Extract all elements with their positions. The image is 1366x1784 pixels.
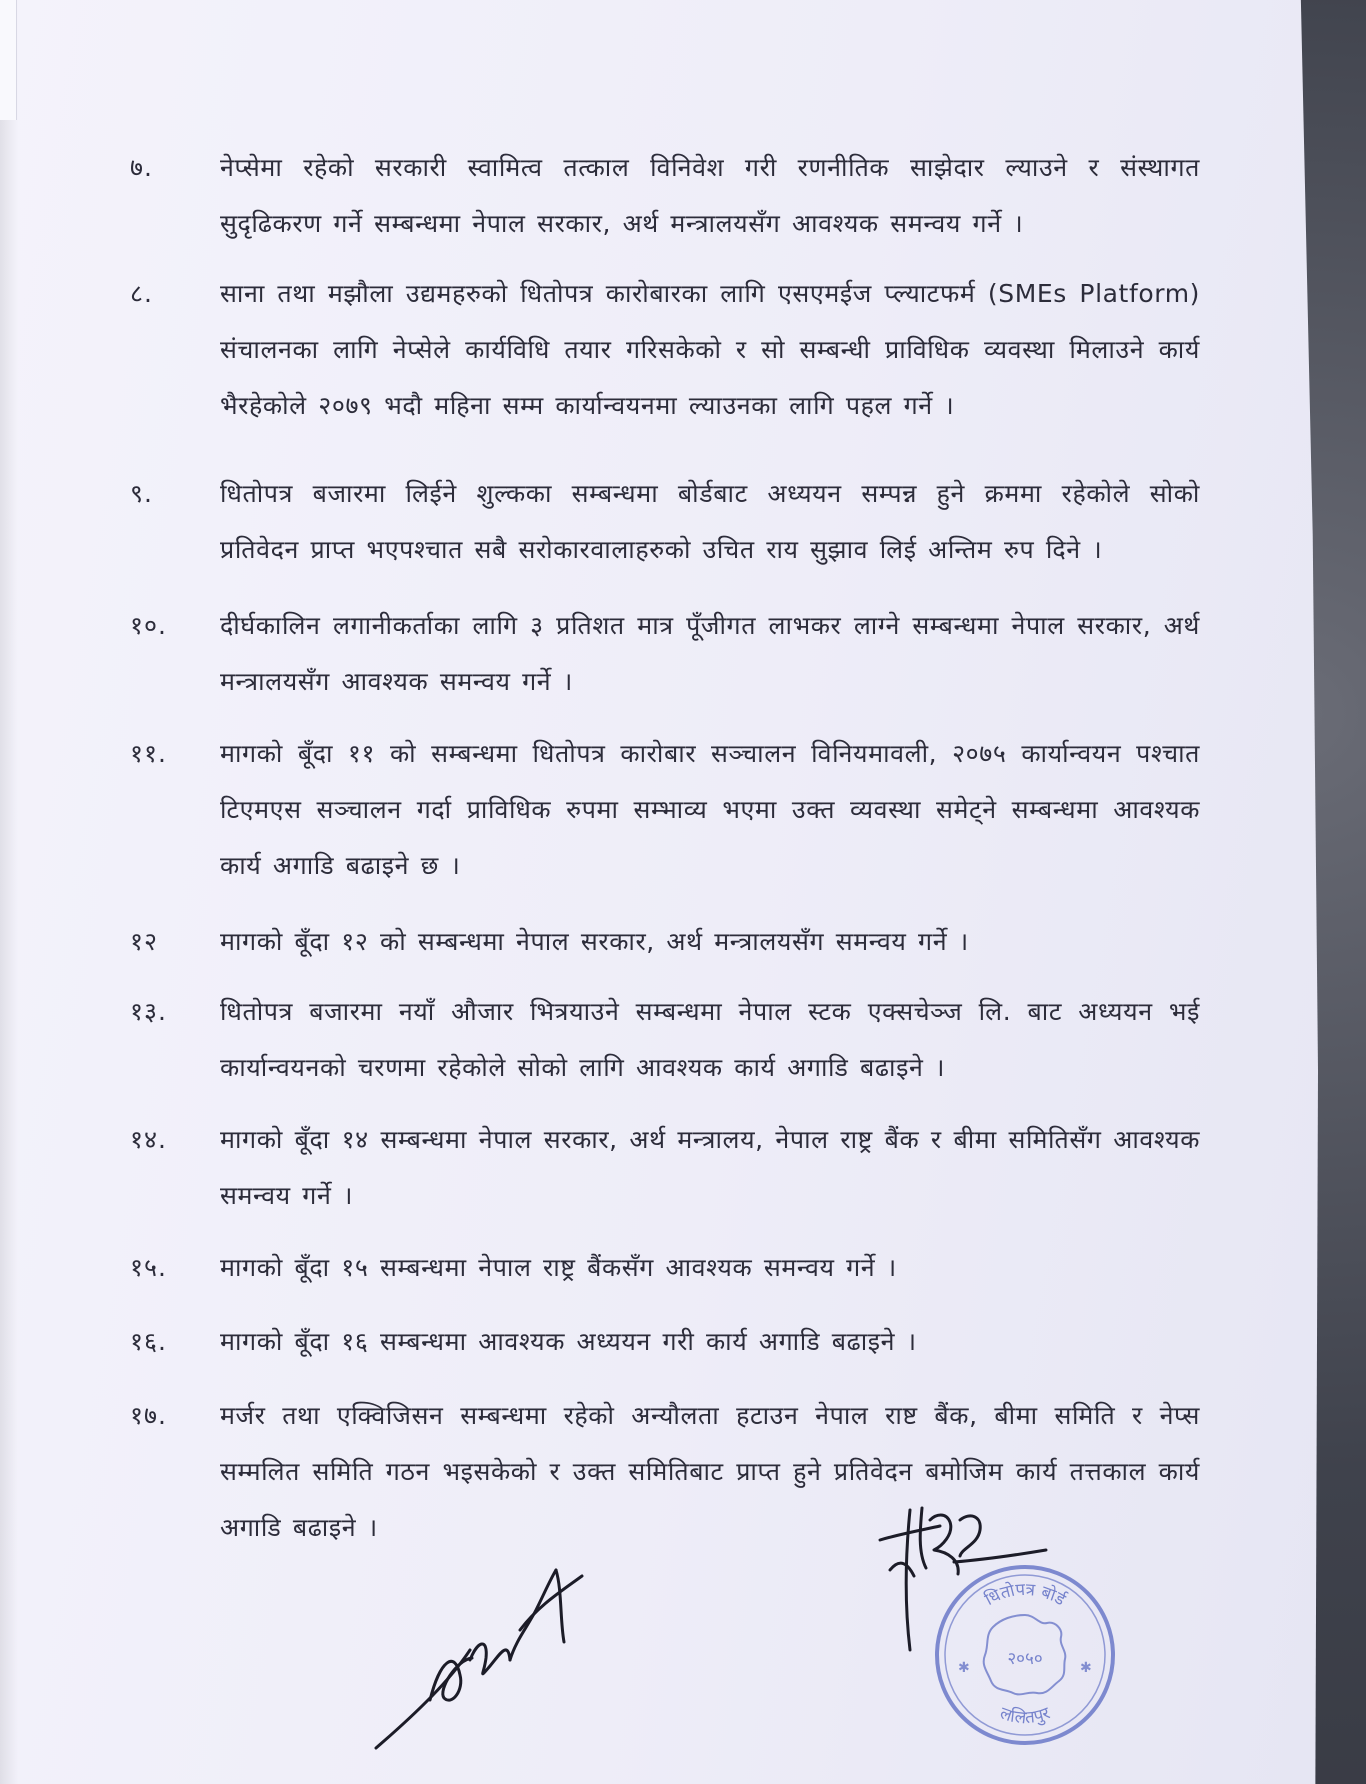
item-number: १६. bbox=[130, 1327, 167, 1356]
item-text: धितोपत्र बजारमा लिईने शुल्कका सम्बन्धमा बोर्डबाट अध्ययन सम्पन्न हुने क्रममा रहेकोले सोको प्रतिवेदन प्राप्त भएपश्चात सबै सरोकारवालाहरुको उचित राय सुझाव लिई अन्तिम रुप दिने । bbox=[220, 479, 1200, 564]
item-text: नेप्सेमा रहेको सरकारी स्वामित्व तत्काल विनिवेश गरी रणनीतिक साझेदार ल्याउने र संस्थागत सुदृढिकरण गर्ने सम्बन्धमा नेपाल सरकार, अर्थ मन्त्रालयसँग आवश्यक समन्वय गर्ने । bbox=[220, 153, 1200, 238]
list-item bbox=[130, 1240, 1200, 1296]
item-number: १७. bbox=[130, 1401, 167, 1430]
item-text: धितोपत्र बजारमा नयाँ औजार भित्रयाउने सम्बन्धमा नेपाल स्टक एक्सचेञ्ज लि. बाट अध्ययन भई कार्यान्वयनको चरणमा रहेकोले सोको लागि आवश्यक कार्य अगाडि बढाइने । bbox=[220, 997, 1200, 1082]
item-number: ९. bbox=[130, 479, 153, 508]
svg-text:ललितपुर bbox=[997, 1703, 1054, 1729]
item-number: १३. bbox=[130, 997, 167, 1026]
item-text: मर्जर तथा एक्विजिसन सम्बन्धमा रहेको अन्यौलता हटाउन नेपाल राष्ट बैंक, बीमा समिति र नेप्स सम्मलित समिति गठन भइसकेको र उक्त समितिबाट प्राप्त हुने प्रतिवेदन बमोजिम कार्य तत्तकाल कार्य अगाडि बढाइने । bbox=[220, 1401, 1200, 1542]
item-number: ७. bbox=[130, 153, 153, 182]
official-stamp bbox=[930, 1560, 1120, 1750]
list-item bbox=[130, 140, 1200, 252]
item-number: १५. bbox=[130, 1253, 167, 1282]
stamp-top-text: धितोपत्र बोर्ड bbox=[981, 1579, 1069, 1611]
list-item bbox=[130, 466, 1200, 578]
stamp-year: २०५० bbox=[1007, 1649, 1043, 1669]
list-item bbox=[130, 984, 1200, 1096]
item-text: मागको बूँदा १४ सम्बन्धमा नेपाल सरकार, अर्थ मन्त्रालय, नेपाल राष्ट्र बैंक र बीमा समितिसँग आवश्यक समन्वय गर्ने । bbox=[220, 1125, 1200, 1210]
item-number: १४. bbox=[130, 1125, 167, 1154]
item-text: मागको बूँदा १२ को सम्बन्धमा नेपाल सरकार, अर्थ मन्त्रालयसँग समन्वय गर्ने । bbox=[220, 927, 969, 956]
item-text: मागको बूँदा १५ सम्बन्धमा नेपाल राष्ट्र बैंकसँग आवश्यक समन्वय गर्ने । bbox=[220, 1253, 897, 1282]
item-text: दीर्घकालिन लगानीकर्ताका लागि ३ प्रतिशत मात्र पूँजीगत लाभकर लाग्ने सम्बन्धमा नेपाल सरकार, अर्थ मन्त्रालयसँग आवश्यक समन्वय गर्ने । bbox=[220, 611, 1200, 696]
list-item bbox=[130, 1112, 1200, 1224]
list-item bbox=[130, 598, 1200, 710]
item-number: १२ bbox=[130, 927, 159, 956]
list-item bbox=[130, 1314, 1200, 1370]
list-item bbox=[130, 914, 1200, 970]
item-number: १०. bbox=[130, 611, 167, 640]
stamp-star-icon: ✱ bbox=[1080, 1660, 1092, 1676]
svg-text:धितोपत्र बोर्ड bbox=[981, 1580, 1070, 1611]
item-text: मागको बूँदा १६ सम्बन्धमा आवश्यक अध्ययन गरी कार्य अगाडि बढाइने । bbox=[220, 1327, 917, 1356]
item-text: मागको बूँदा ११ को सम्बन्धमा धितोपत्र कारोबार सञ्चालन विनियमावली, २०७५ कार्यान्वयन पश्चात टिएमएस सञ्चालन गर्दा प्राविधिक रुपमा सम्भाव्य भएमा उक्त व्यवस्था समेट्ने सम्बन्धमा आवश्यक कार्य अगाडि बढाइने छ । bbox=[220, 739, 1200, 880]
item-text: साना तथा मझौला उद्यमहरुको धितोपत्र कारोबारका लागि एसएमईज प्ल्याटफर्म (SMEs Platform) संचालनका लागि नेप्सेले कार्यविधि तयार गरिसकेको र सो सम्बन्धी प्राविधिक व्यवस्था मिलाउने कार्य भैरहेकोले २०७९ भदौ महिना सम्म कार्यान्वयनमा ल्याउनका लागि पहल गर्ने । bbox=[220, 279, 1200, 420]
stamp-bottom-text: ललितपुर bbox=[997, 1703, 1053, 1729]
list-item bbox=[130, 726, 1200, 894]
item-number: ८. bbox=[130, 279, 153, 308]
signature-left bbox=[360, 1510, 620, 1760]
item-number: ११. bbox=[130, 739, 167, 768]
stamp-star-icon: ✱ bbox=[958, 1660, 970, 1676]
list-item bbox=[130, 266, 1200, 434]
